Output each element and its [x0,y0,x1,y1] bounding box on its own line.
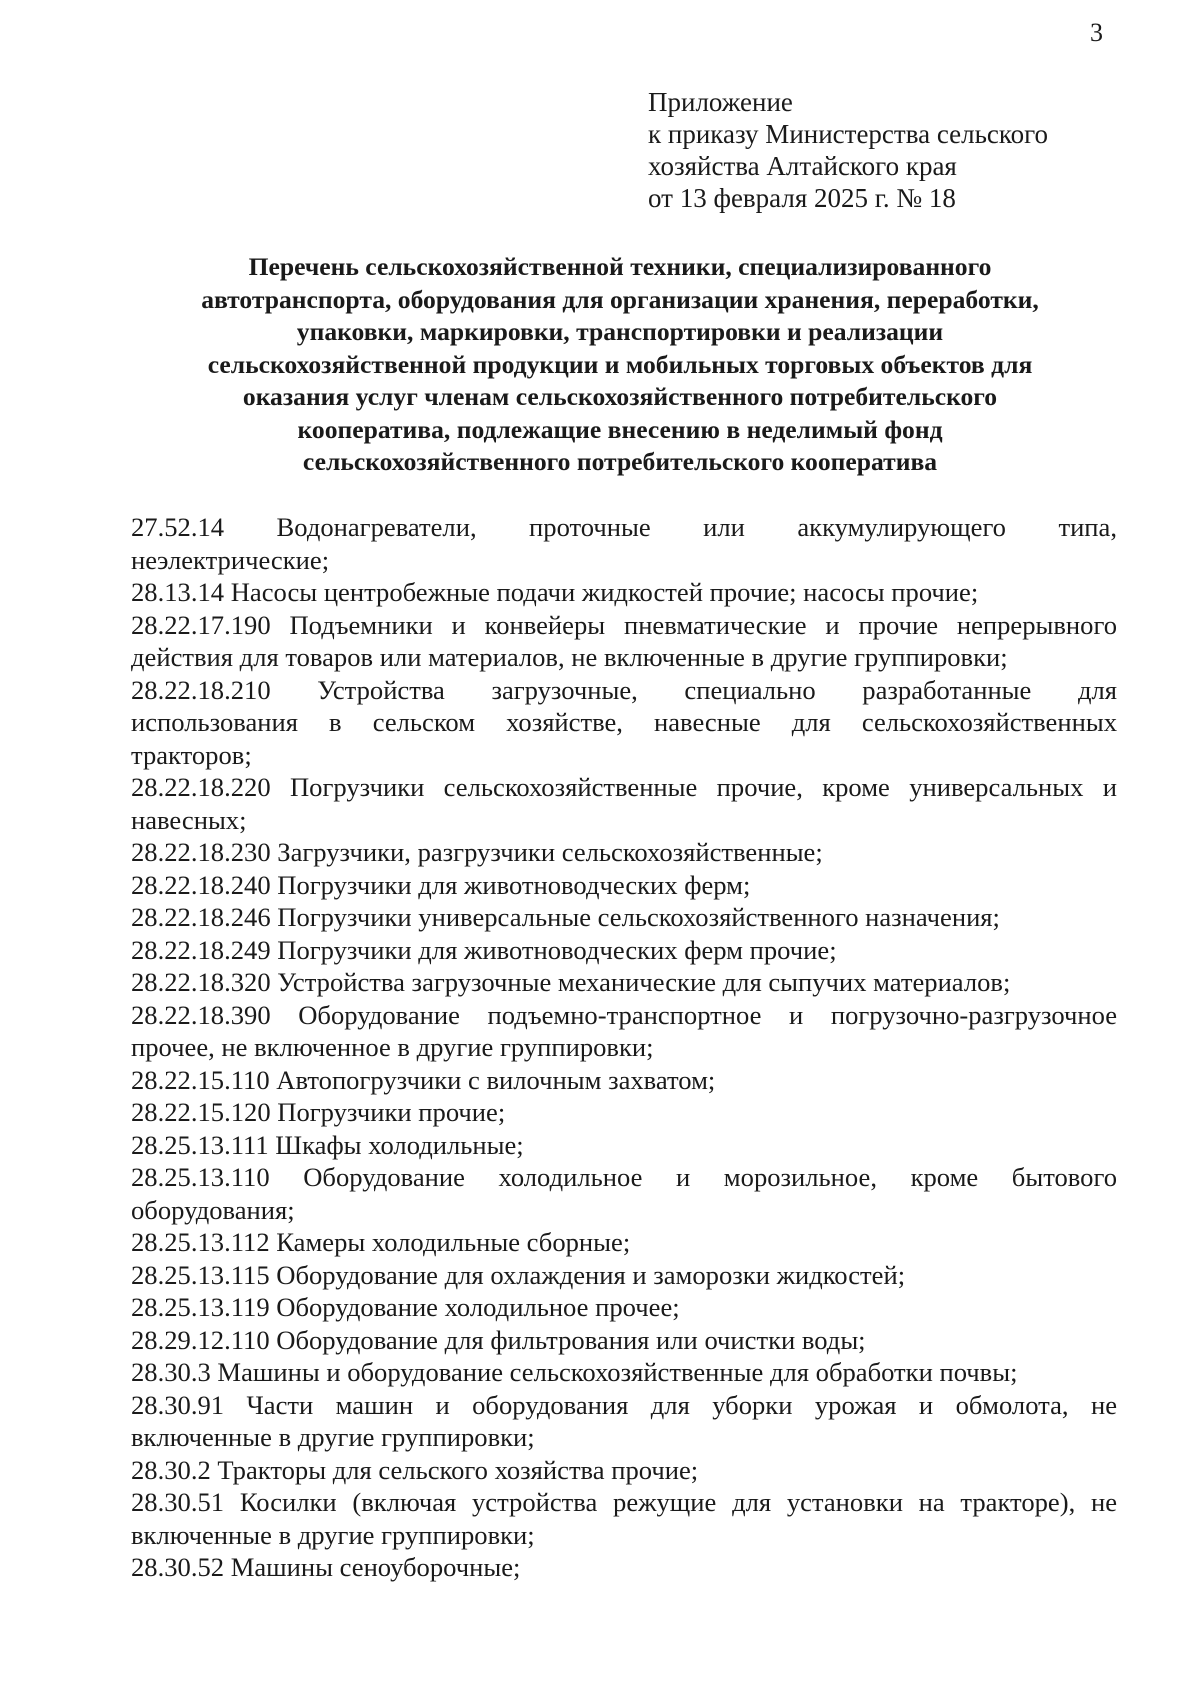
list-item [131,1486,1117,1551]
list-item-line: 28.22.18.240 Погрузчики для животноводческих ферм; [131,869,751,900]
list-item-line: 28.22.18.220 Погрузчики сельскохозяйственные прочие, кроме универсальных и [131,772,1117,802]
list-item [131,511,1117,576]
list-item-line: 28.25.13.111 Шкафы холодильные; [131,1129,524,1160]
list-item-line: 28.30.3 Машины и оборудование сельскохозяйственные для обработки почвы; [131,1357,1018,1387]
list-item [131,771,1117,836]
list-item-line: 28.30.51 Косилки (включая устройства режущие для установки на тракторе), не [131,1487,1117,1517]
list-item [131,1161,1117,1226]
list-item-line: неэлектрические; [131,544,330,575]
list-item [131,1226,1117,1259]
title-line: сельскохозяйственного потребительского кооператива [302,447,938,476]
list-item-line: 28.22.18.249 Погрузчики для животноводческих ферм прочие; [131,934,837,965]
list-item-line: прочее, не включенное в другие группировки; [131,1032,654,1062]
list-item [131,999,1117,1064]
list-item-line: 28.22.15.110 Автопогрузчики с вилочным захватом; [131,1064,716,1095]
list-item-line: 28.22.17.190 Подъемники и конвейеры пневматические и прочие непрерывного [131,609,1117,640]
list-item-line: 27.52.14 Водонагреватели, проточные или аккумулирующего типа, [131,512,1117,542]
document-title [120,251,1120,479]
appendix-header [648,86,1048,214]
list-item-line: 28.25.13.112 Камеры холодильные сборные; [131,1227,631,1257]
list-item [131,1356,1117,1389]
list-item-line: оборудования; [131,1194,295,1225]
title-line: кооператива, подлежащие внесению в неделимый фонд [297,414,943,444]
list-item [131,674,1117,772]
appendix-line: хозяйства Алтайского края [648,151,957,181]
list-item-line: включенные в другие группировки; [131,1519,535,1550]
list-item-line: 28.22.18.320 Устройства загрузочные механические для сыпучих материалов; [131,967,1011,997]
list-item [131,1389,1117,1454]
list-item [131,609,1117,674]
list-item [131,1551,1117,1584]
title-line: упаковки, маркировки, транспортировки и реализации [296,317,944,346]
appendix-line: к приказу Министерства сельского [648,119,1049,149]
list-item [131,1096,1117,1129]
title-line: оказания услуг членам сельскохозяйственного потребительского [242,382,998,411]
list-item [131,901,1117,934]
list-item [131,869,1117,902]
list-item-line: тракторов; [131,739,252,770]
list-item-line: использования в сельском хозяйстве, навесные для сельскохозяйственных [131,707,1117,737]
list-item-line: 28.30.52 Машины сеноуборочные; [131,1552,521,1582]
list-item [131,836,1117,869]
list-item [131,1324,1117,1357]
list-item-line: 28.30.91 Части машин и оборудования для уборки урожая и обмолота, не [131,1389,1117,1420]
title-line: Перечень сельскохозяйственной техники, специализированного [248,252,992,281]
title-line: сельскохозяйственной продукции и мобильных торговых объектов для [207,349,1033,379]
list-item [131,576,1117,609]
list-item-line: 28.25.13.110 Оборудование холодильное и морозильное, кроме бытового [131,1162,1117,1192]
list-item [131,1064,1117,1097]
list-item-line: 28.25.13.119 Оборудование холодильное прочее; [131,1292,680,1322]
appendix-line: Приложение [648,87,793,117]
list-item-line: 28.13.14 Насосы центробежные подачи жидкостей прочие; насосы прочие; [131,577,979,607]
list-item-line: 28.22.18.246 Погрузчики универсальные сельскохозяйственного назначения; [131,902,1000,932]
list-item-line: 28.22.18.390 Оборудование подъемно-транспортное и погрузочно-разгрузочное [131,999,1117,1030]
list-item [131,1454,1117,1487]
list-item-line: 28.22.18.230 Загрузчики, разгрузчики сельскохозяйственные; [131,837,823,867]
list-item [131,1291,1117,1324]
list-item-line: 28.25.13.115 Оборудование для охлаждения и заморозки жидкостей; [131,1259,906,1290]
list-item-line: навесных; [131,804,247,835]
list-item-line: 28.22.15.120 Погрузчики прочие; [131,1097,506,1127]
appendix-line: от 13 февраля 2025 г. № 18 [648,183,956,213]
list-item-line: 28.29.12.110 Оборудование для фильтрования или очистки воды; [131,1324,866,1355]
list-item-line: включенные в другие группировки; [131,1422,535,1452]
list-item-line: 28.30.2 Тракторы для сельского хозяйства прочие; [131,1454,699,1485]
list-item-line: действия для товаров или материалов, не включенные в другие группировки; [131,642,1008,672]
page-number: 3 [1090,18,1103,47]
list-item [131,1259,1117,1292]
title-line: автотранспорта, оборудования для организации хранения, переработки, [201,284,1039,314]
list-item [131,1129,1117,1162]
list-item [131,966,1117,999]
list-item [131,934,1117,967]
list-item-line: 28.22.18.210 Устройства загрузочные, специально разработанные для [131,674,1117,705]
equipment-list [131,511,1117,1584]
